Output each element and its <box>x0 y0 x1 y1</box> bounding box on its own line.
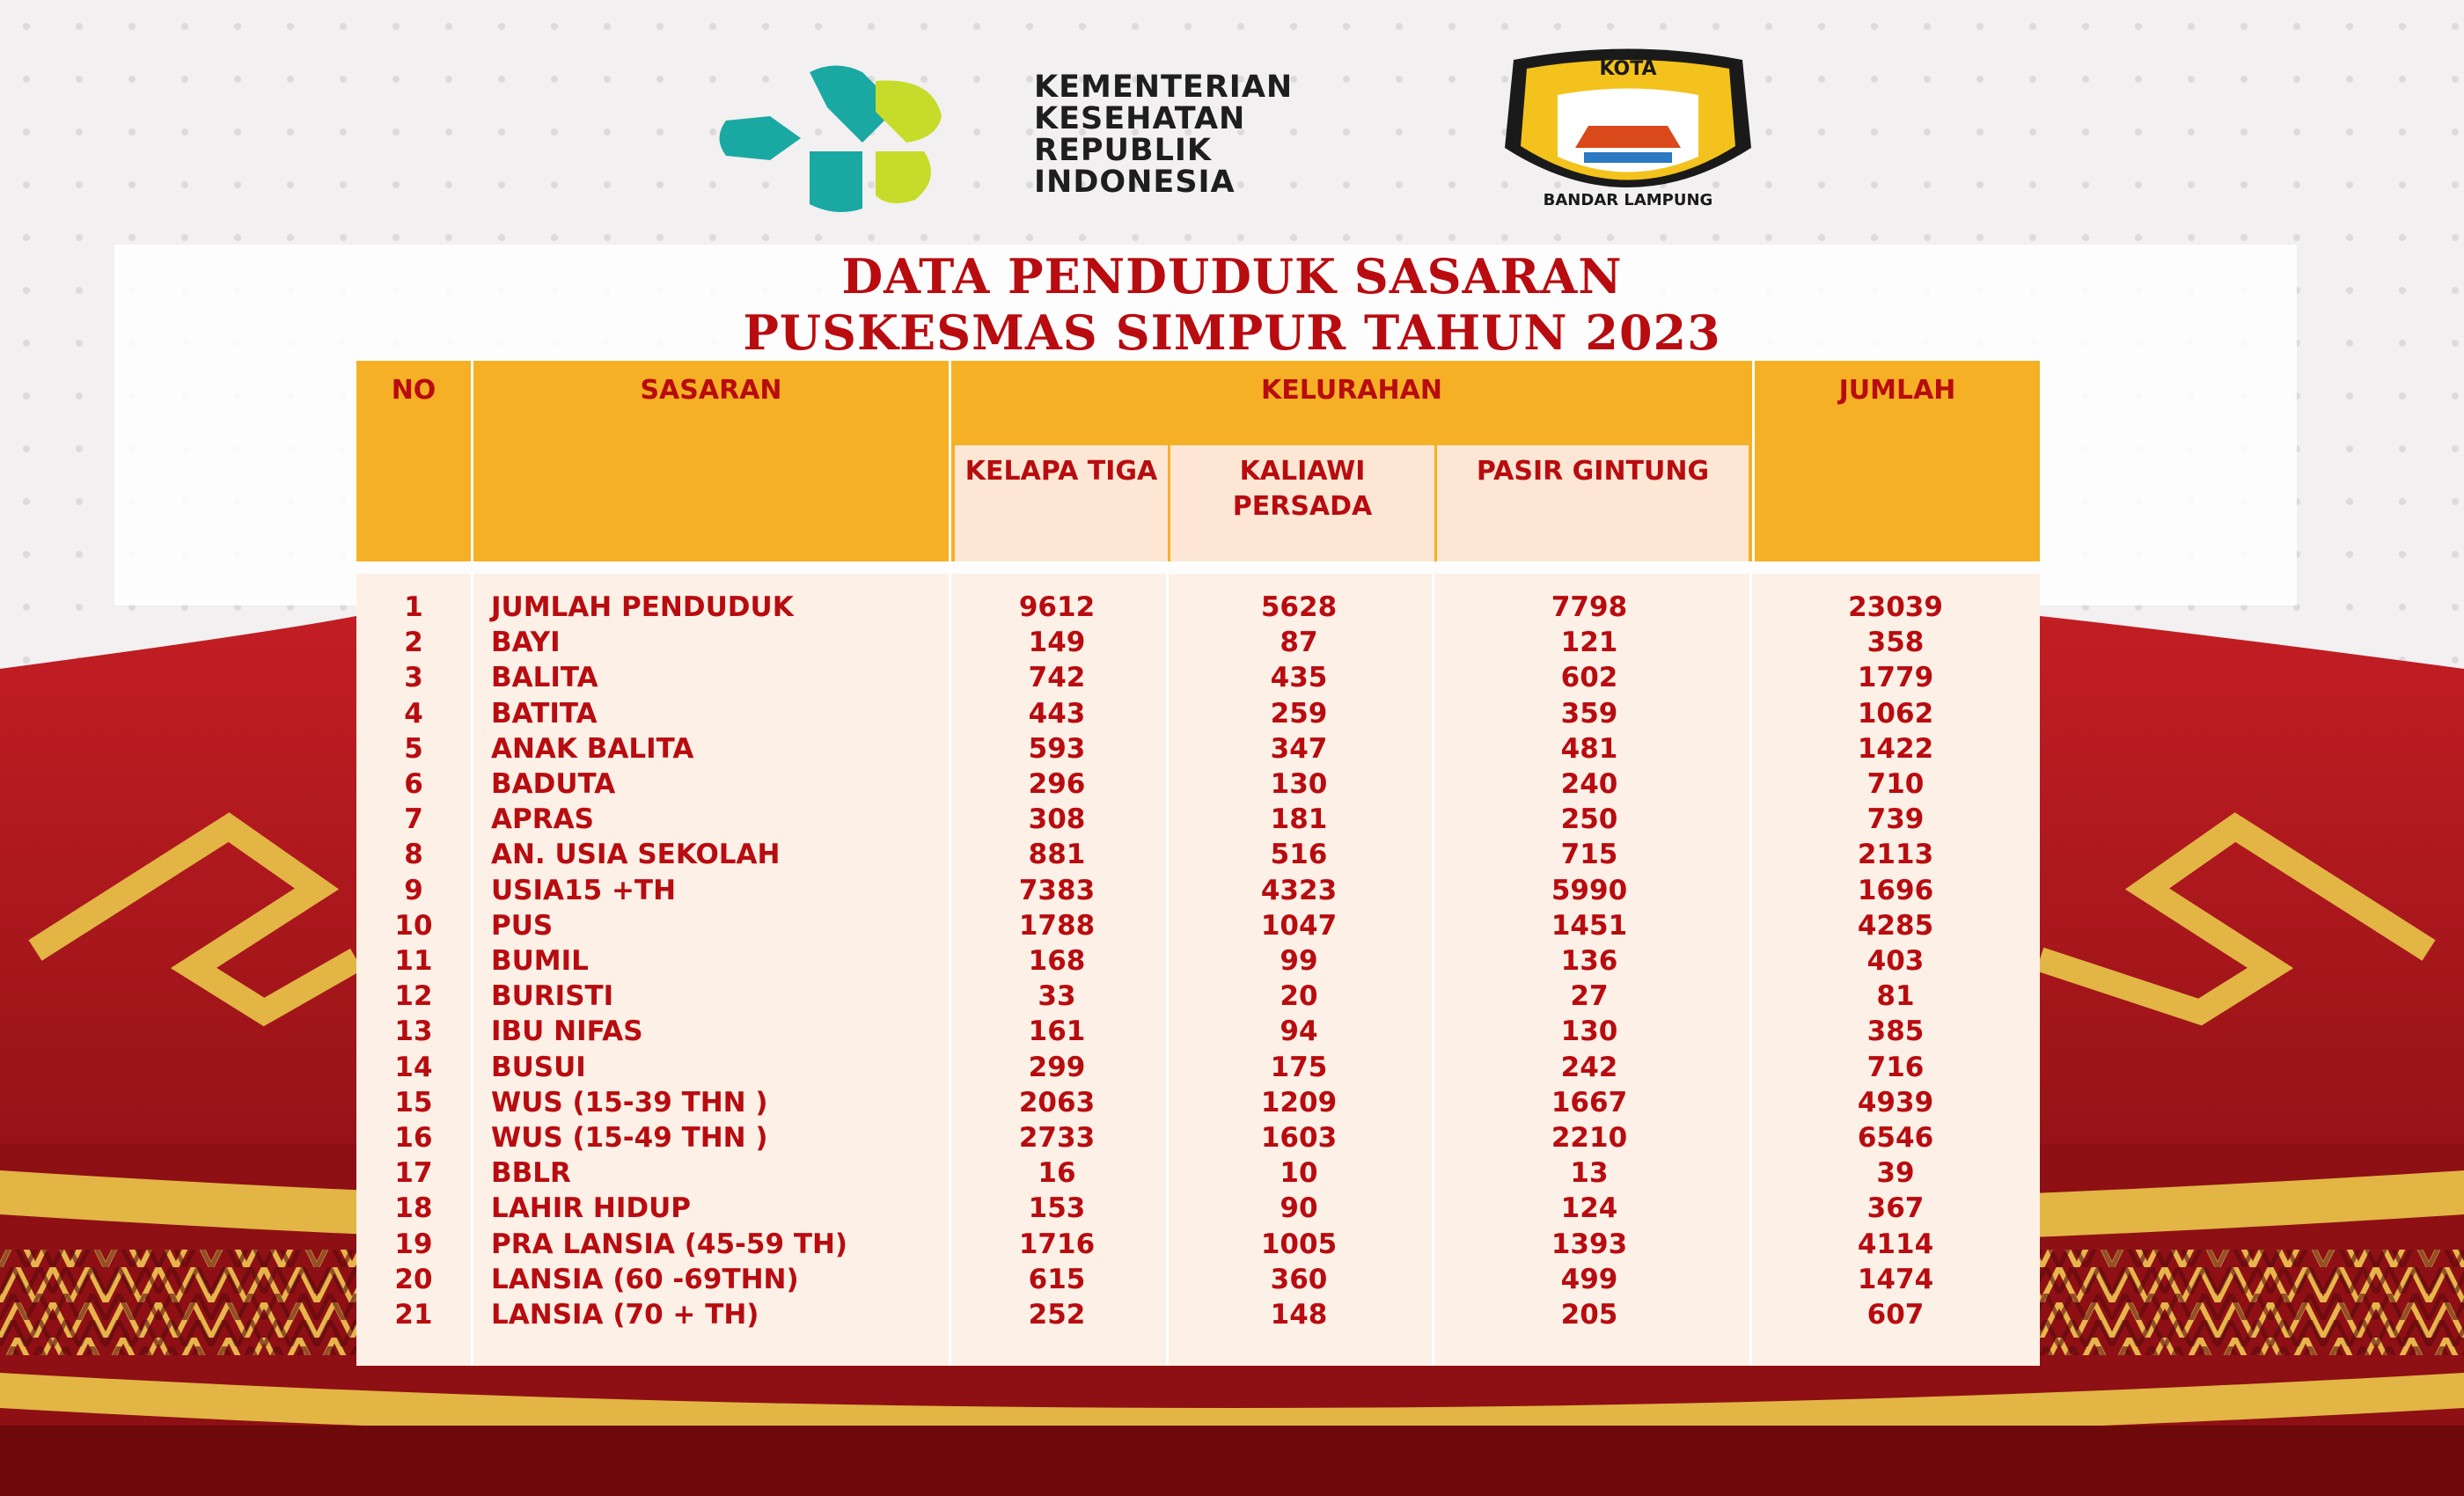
cell-sasaran: PRA LANSIA (45-59 TH) <box>491 1228 848 1260</box>
cell-k1: 296 <box>1028 768 1086 800</box>
cell-no: 19 <box>394 1228 433 1260</box>
cell-k1: 443 <box>1028 697 1086 730</box>
bandar-lampung-emblem <box>1478 42 1778 218</box>
cell-k1: 2063 <box>1018 1086 1096 1118</box>
table-row <box>356 1191 2040 1226</box>
cell-k3: 5990 <box>1551 874 1628 906</box>
table-body <box>356 574 2040 1366</box>
cell-jumlah: 39 <box>1876 1157 1915 1190</box>
cell-no: 8 <box>404 839 423 871</box>
cell-sasaran: BUSUI <box>491 1051 586 1083</box>
cell-k3: 359 <box>1560 697 1618 730</box>
cell-k3: 1451 <box>1551 909 1628 942</box>
cell-k2: 130 <box>1270 768 1328 800</box>
cell-sasaran: LANSIA (60 -69THN) <box>491 1263 799 1295</box>
cell-jumlah: 1779 <box>1857 662 1934 694</box>
cell-k1: 33 <box>1038 980 1076 1013</box>
cell-k1: 299 <box>1028 1051 1086 1083</box>
page-subtitle: PUSKESMAS SIMPUR TAHUN 2023 <box>743 304 1721 361</box>
table-row <box>356 1155 2040 1191</box>
cell-k2: 435 <box>1270 662 1328 694</box>
cell-jumlah: 358 <box>1866 627 1925 659</box>
cell-k3: 130 <box>1560 1016 1618 1048</box>
cell-no: 14 <box>394 1051 433 1083</box>
cell-k3: 481 <box>1560 732 1618 765</box>
header-jumlah: JUMLAH <box>1755 361 2040 561</box>
header-sasaran: SASARAN <box>473 361 949 561</box>
ministry-line: KESEHATAN <box>1034 101 1246 136</box>
cell-k1: 308 <box>1028 803 1086 836</box>
cell-no: 9 <box>404 874 423 906</box>
cell-k1: 615 <box>1028 1263 1086 1295</box>
cell-jumlah: 23039 <box>1848 591 1943 623</box>
cell-sasaran: WUS (15-49 THN ) <box>491 1122 768 1154</box>
cell-k1: 16 <box>1038 1157 1076 1190</box>
cell-sasaran: LANSIA (70 + TH) <box>491 1299 759 1331</box>
cell-jumlah: 716 <box>1866 1051 1925 1083</box>
table-row <box>356 1014 2040 1049</box>
cell-jumlah: 6546 <box>1857 1122 1934 1154</box>
table-row <box>356 731 2040 766</box>
ministry-name <box>1034 72 1293 199</box>
table-row <box>356 979 2040 1014</box>
cell-k2: 1005 <box>1260 1228 1338 1260</box>
cell-jumlah: 710 <box>1866 768 1925 800</box>
cell-k2: 516 <box>1270 839 1328 871</box>
cell-k3: 121 <box>1560 627 1618 659</box>
cell-sasaran: BADUTA <box>491 768 616 800</box>
cell-k1: 153 <box>1028 1192 1086 1225</box>
cell-jumlah: 1696 <box>1857 874 1934 906</box>
page-title: DATA PENDUDUK SASARAN <box>841 248 1623 304</box>
cell-k3: 136 <box>1560 945 1618 977</box>
table-row <box>356 766 2040 802</box>
emblem-top-text: KOTA <box>1599 58 1657 80</box>
cell-k2: 99 <box>1280 945 1318 977</box>
cell-jumlah: 739 <box>1866 803 1925 836</box>
cell-k3: 2210 <box>1551 1122 1628 1154</box>
cell-k2: 148 <box>1270 1299 1328 1331</box>
table-row <box>356 837 2040 872</box>
cell-k3: 27 <box>1570 980 1609 1013</box>
table-row <box>356 1227 2040 1262</box>
emblem-bottom-text: BANDAR LAMPUNG <box>1543 191 1713 209</box>
cell-k2: 10 <box>1280 1157 1318 1190</box>
table-row <box>356 943 2040 979</box>
cell-k2: 181 <box>1270 803 1328 836</box>
subheader-kaliawi-persada: KALIAWI PERSADA <box>1170 445 1434 561</box>
cell-no: 1 <box>404 591 423 623</box>
cell-k2: 175 <box>1270 1051 1328 1083</box>
table-row <box>356 908 2040 943</box>
cell-no: 5 <box>404 732 423 765</box>
table-row <box>356 1120 2040 1155</box>
cell-sasaran: APRAS <box>491 803 594 836</box>
cell-jumlah: 367 <box>1866 1192 1925 1225</box>
cell-k1: 9612 <box>1018 591 1096 623</box>
cell-jumlah: 81 <box>1876 980 1915 1013</box>
cell-jumlah: 1062 <box>1857 697 1934 730</box>
cell-sasaran: LAHIR HIDUP <box>491 1192 691 1225</box>
header-kelurahan: KELURAHAN <box>951 361 1752 438</box>
cell-no: 18 <box>394 1192 433 1225</box>
cell-jumlah: 1422 <box>1857 732 1934 765</box>
cell-k1: 149 <box>1028 627 1086 659</box>
cell-sasaran: USIA15 +TH <box>491 874 677 906</box>
cell-k3: 124 <box>1560 1192 1618 1225</box>
cell-k2: 5628 <box>1260 591 1338 623</box>
cell-k2: 94 <box>1280 1016 1318 1048</box>
cell-k1: 1716 <box>1018 1228 1096 1260</box>
cell-k2: 347 <box>1270 732 1328 765</box>
ministry-line: KEMENTERIAN <box>1034 70 1294 105</box>
subheader-pasir-gintung: PASIR GINTUNG <box>1437 445 1749 561</box>
cell-k3: 1667 <box>1551 1086 1628 1118</box>
ministry-line: INDONESIA <box>1034 165 1236 200</box>
table-row <box>356 660 2040 695</box>
cell-sasaran: BUMIL <box>491 945 589 977</box>
cell-no: 10 <box>394 909 433 942</box>
cell-k3: 602 <box>1560 662 1618 694</box>
cell-k3: 1393 <box>1551 1228 1628 1260</box>
cell-no: 4 <box>404 697 423 730</box>
cell-jumlah: 385 <box>1866 1016 1925 1048</box>
table-row <box>356 1297 2040 1332</box>
cell-k2: 360 <box>1270 1263 1328 1295</box>
cell-k1: 742 <box>1028 662 1086 694</box>
table-row <box>356 1050 2040 1085</box>
cell-k2: 20 <box>1280 980 1318 1013</box>
cell-jumlah: 4114 <box>1857 1228 1934 1260</box>
cell-no: 13 <box>394 1016 433 1048</box>
cell-no: 17 <box>394 1157 433 1190</box>
cell-k2: 87 <box>1280 627 1318 659</box>
cell-k3: 7798 <box>1551 591 1628 623</box>
header-no: NO <box>356 361 471 561</box>
cell-k3: 240 <box>1560 768 1618 800</box>
cell-k3: 499 <box>1560 1263 1618 1295</box>
cell-k2: 1603 <box>1260 1122 1338 1154</box>
cell-k1: 7383 <box>1018 874 1096 906</box>
cell-k1: 252 <box>1028 1299 1086 1331</box>
table-row <box>356 1085 2040 1120</box>
cell-jumlah: 607 <box>1866 1299 1925 1331</box>
cell-no: 7 <box>404 803 423 836</box>
cell-k2: 259 <box>1270 697 1328 730</box>
cell-sasaran: BAYI <box>491 627 561 659</box>
cell-sasaran: ANAK BALITA <box>491 732 694 765</box>
cell-sasaran: BALITA <box>491 662 598 694</box>
table-row <box>356 1262 2040 1297</box>
cell-no: 12 <box>394 980 433 1013</box>
cell-k1: 881 <box>1028 839 1086 871</box>
subheader-kelapa-tiga: KELAPA TIGA <box>955 445 1168 561</box>
cell-k1: 593 <box>1028 732 1086 765</box>
cell-sasaran: JUMLAH PENDUDUK <box>491 591 794 623</box>
population-target-table <box>356 361 2040 1331</box>
cell-k2: 4323 <box>1260 874 1338 906</box>
cell-sasaran: BURISTI <box>491 980 614 1013</box>
cell-sasaran: PUS <box>491 909 554 942</box>
cell-k3: 242 <box>1560 1051 1618 1083</box>
cell-no: 11 <box>394 945 433 977</box>
cell-sasaran: BATITA <box>491 697 598 730</box>
cell-k2: 1209 <box>1260 1086 1338 1118</box>
cell-k3: 205 <box>1560 1299 1618 1331</box>
table-row <box>356 696 2040 731</box>
table-row <box>356 625 2040 660</box>
cell-jumlah: 2113 <box>1857 839 1934 871</box>
ministry-line: REPUBLIK <box>1034 133 1213 168</box>
cell-sasaran: IBU NIFAS <box>491 1016 643 1048</box>
cell-k1: 2733 <box>1018 1122 1096 1154</box>
cell-no: 6 <box>404 768 423 800</box>
cell-sasaran: AN. USIA SEKOLAH <box>491 839 781 871</box>
cell-jumlah: 4285 <box>1857 909 1934 942</box>
cell-no: 21 <box>394 1299 433 1331</box>
cell-k2: 1047 <box>1260 909 1338 942</box>
cell-no: 2 <box>404 627 423 659</box>
cell-jumlah: 403 <box>1866 945 1925 977</box>
cell-k1: 161 <box>1028 1016 1086 1048</box>
cell-sasaran: WUS (15-39 THN ) <box>491 1086 768 1118</box>
cell-no: 16 <box>394 1122 433 1154</box>
cell-k3: 250 <box>1560 803 1618 836</box>
cell-jumlah: 4939 <box>1857 1086 1934 1118</box>
cell-k1: 1788 <box>1018 909 1096 942</box>
cell-jumlah: 1474 <box>1857 1263 1934 1295</box>
table-row <box>356 873 2040 908</box>
cell-no: 15 <box>394 1086 433 1118</box>
cell-sasaran: BBLR <box>491 1157 571 1190</box>
cell-k1: 168 <box>1028 945 1086 977</box>
cell-k2: 90 <box>1280 1192 1318 1225</box>
cell-no: 20 <box>394 1263 433 1295</box>
table-row <box>356 590 2040 625</box>
cell-k3: 13 <box>1570 1157 1609 1190</box>
table-row <box>356 802 2040 837</box>
cell-k3: 715 <box>1560 839 1618 871</box>
cell-no: 3 <box>404 662 423 694</box>
